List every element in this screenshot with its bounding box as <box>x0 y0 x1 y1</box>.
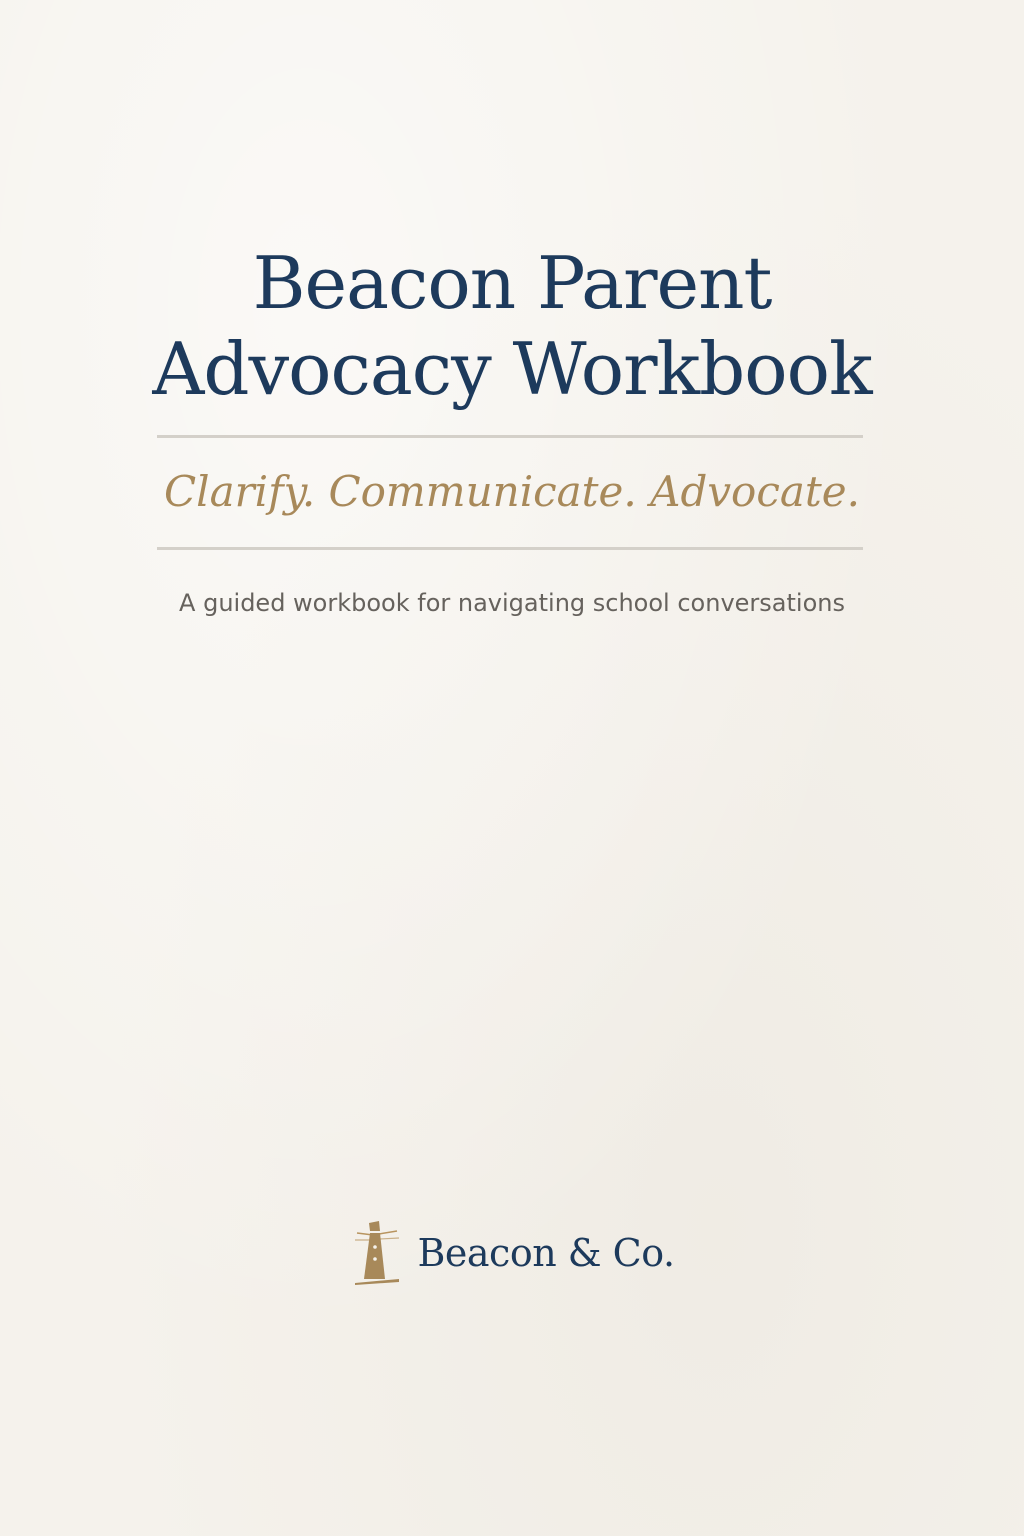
lighthouse-icon <box>349 1219 407 1287</box>
cover-title-line-1: Beacon Parent <box>252 241 772 325</box>
cover-tagline: Clarify. Communicate. Advocate. <box>164 467 860 516</box>
cover-title-line-2: Advocacy Workbook <box>152 327 872 411</box>
publisher-name: Beacon & Co. <box>417 1231 675 1275</box>
publisher-logo <box>0 1218 1024 1288</box>
top-divider <box>157 435 863 438</box>
cover-subtitle: A guided workbook for navigating school conversations <box>179 589 845 617</box>
bottom-divider <box>157 547 863 550</box>
cover-title <box>0 240 1024 412</box>
